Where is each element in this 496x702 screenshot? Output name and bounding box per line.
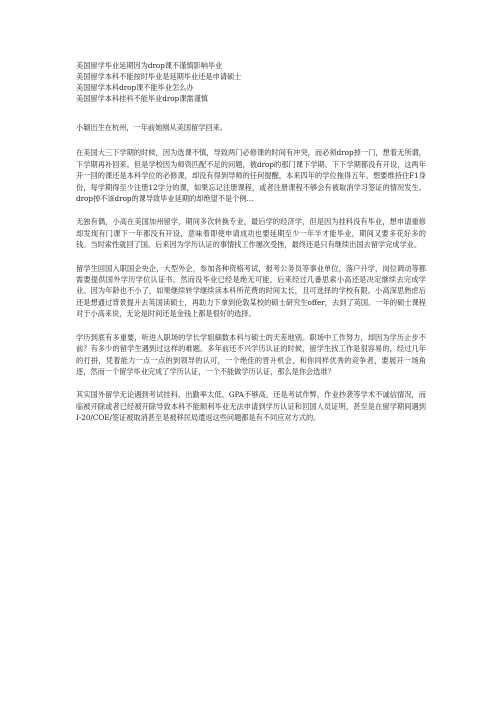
body-paragraph: 在美国大三下学期的时候，因为选课不慎，导致两门必修课的时间有冲突，而必须drop掉一门，想着无所谓，下学期再补回来。但是学校因为师资匹配不足的问题，被drop的那门课下学期、下下学期都没有开设，这两年开一回的课还是本科学位的必修课，却没有得到导师的任何提醒，本来四年的学位拖得五年。想要维持住F1身份，每学期得至少注册12学分的课，如果忘记注册课程，或者注册课程不够会有被取消学习签证的情况发生。drop掉不该drop的课导致毕业延期的却绝望不是个例... bbox=[76, 148, 426, 204]
body-paragraph: 留学生回国入职国企央企，大型外企，参加各种资格考试，报考公务员等事业单位，落户升学，岗位调动等都需要提供国外学历学位认证书。然而没毕业已经是绝无可能，后来经过几番思索小高还是决定继续去完成学业。因为年龄也不小了，如果继续转学继续读本科所花费的时间太长，且可选择的学校有限。小高深思熟虑后还是想通过背景提升去英国读硕士，再助力下拿到伦敦某校的硕士研究生offer，去到了英国。一年的硕士课程对于小高来说，无论是时间还是金钱上都是很好的选择。 bbox=[76, 263, 426, 319]
body-paragraph: 其实国外留学无论遇到考试挂科、出勤率太低、GPA不够高，还是考试作弊，作业抄袭等学术不诚信情况，而临被开除或者已经被开除导致本科不能顺利毕业无法申请到学历认证和回国人员证明，甚至是在留学期间遇到 I-20/COE/签证被取消甚至是被移民局遣返这些问题都是有不同应对方式的。 bbox=[76, 390, 426, 423]
intro-paragraph: 小颖出生在杭州，一年前她刚从美国留学回来。 bbox=[76, 123, 227, 132]
title-line: 美国留学本科挂科不能毕业drop课需谨慎 bbox=[76, 94, 208, 103]
body-paragraph: 学历到底有多重要，听进入职场的学长学姐細数本科与硕士的天差地别。职场中工作努力，却因为学历止步不前？有多少的留学生遇到过这样的难题。多年前还不兴学历认证的时候，留学生找工作是很容易的，经过几年的打拼，凭着能力一点一点的到领导的认可，一个绝佳的晋升机会，和你同样优秀的竞争者，要展开一场角逐，然而一个留学毕业完成了学历认证，一个不能做学历认证，那么是你会选谁？ bbox=[76, 332, 426, 376]
title-line: 美国留学本科不能按时毕业是延期毕业还是申请硕士 bbox=[76, 72, 242, 81]
title-line: 美国留学毕业延期因为drop课不谨慎影响毕业 bbox=[76, 61, 223, 70]
document-page bbox=[76, 60, 426, 424]
body-paragraph: 无独有偶，小高在美国加州留学，期间多次转换专业，最后学的经济学，但是因为挂科没有毕业，想申请重修却发现有门课下一年都没有开设，意味着即使申请成功也要延期至少一年半才能毕业，期间又要多花好多的钱。当时索性就回了国。后来因为学历认证的事情找工作屡次受挫，最终还是只有继续出国去留学完成学业。 bbox=[76, 217, 426, 250]
title-list bbox=[76, 60, 426, 104]
title-line: 美国留学本科drop课不能毕业怎么办 bbox=[76, 83, 194, 92]
